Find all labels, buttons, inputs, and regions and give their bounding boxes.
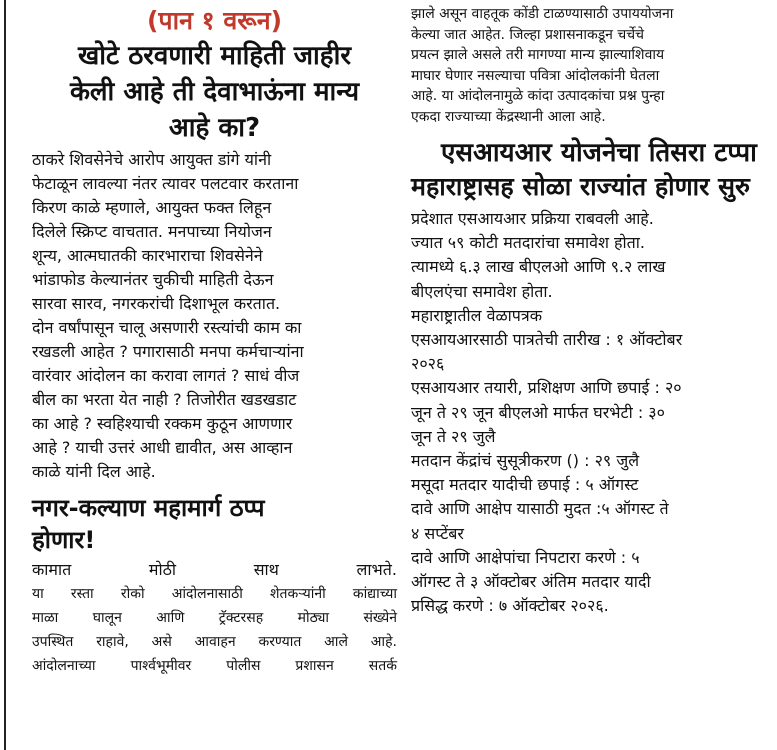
text-line: ज्यात ५९ कोटी मतदारांचा समावेश होता. [411,233,646,253]
text-line: दावे आणि आक्षेपांचा निपटारा करणे : ५ [411,547,640,567]
headline-line: केली आहे ती देवाभाऊंना मान्य [69,77,360,107]
text-line: उपस्थित राहावे, असे आवाहन करण्यात आले आहे. [32,634,397,650]
text-line: दोन वर्षांपासून चालू असणारी रस्त्यांची काम का [32,318,302,337]
continued-article [411,4,777,127]
text-line: आहे ? याची उत्तरं आधी द्यावीत, अस आव्हान [32,438,293,457]
sir-subheadline: महाराष्ट्रासह सोळा राज्यांत होणार सुरु [411,172,750,201]
text-line: ४ सप्टेंबर [411,523,464,543]
text-line: रखडली आहेत ? पगारासाठी मनपा कर्मचाऱ्यांना [32,342,304,361]
headline [32,38,397,146]
text-line: किरण काळे म्हणाले, आयुक्त फक्त लिहून [32,198,272,217]
text-line: ऑगस्ट ते ३ ऑक्टोबर अंतिम मतदार यादी [411,572,651,592]
text-line: माळा घालून आणि ट्रॅक्टरसह मोठ्या संख्येने [32,610,397,626]
text-line: काळे यांनी दिल आहे. [32,462,156,481]
text-line: केल्या जात आहेत. जिल्हा प्रशासनाकडून चर्चेचे [411,26,645,43]
text-line: माघार घेणार नसल्याचा पवित्रा आंदोलकांनी घेतला [411,67,660,84]
text-line: प्रयत्न झाले असले तरी मागण्या मान्य झाल्याशिवाय [411,47,665,63]
text-line: दावे आणि आक्षेप यासाठी मुदत :५ ऑगस्ट ते [411,499,669,519]
continuation-kicker: (पान १ वरून) [146,6,282,35]
text-line: का आहे ? स्वहिश्याची रक्कम कुठून आणणार [32,414,293,433]
left-column [32,4,397,678]
text-line: भांडाफोड केल्यानंतर चुकीची माहिती देऊन [32,270,274,289]
text-line: २०२६ [411,354,445,374]
text-line: जून ते २९ जुलै [411,426,496,446]
text-line: या रस्ता रोको आंदोलनासाठी शेतकऱ्यांनी कांद्याच्या [32,586,397,602]
text-line: महाराष्ट्रातील वेळापत्रक [411,305,542,325]
text-line: मसूदा मतदार यादीची छपाई : ५ ऑगस्ट [411,475,639,495]
subheadline-line: नगर-कल्याण महामार्ग ठप्प [32,494,265,522]
text-line: एसआयआरसाठी पात्रतेची तारीख : १ ऑक्टोबर [411,330,683,350]
text-line: प्रसिद्ध करणे : ७ ऑक्टोबर २०२६. [411,596,609,616]
text-line: एकदा राज्याच्या केंद्रस्थानी आला आहे. [411,108,606,125]
text-line: ठाकरे शिवसेनेचे आरोप आयुक्त डांगे यांनी [32,150,272,169]
headline-line: खोटे ठरवणारी माहिती जाहीर [78,41,351,71]
text-line: दिलेले स्क्रिप्ट वाचतात. मनपाच्या नियोजन [32,222,272,241]
headline-line: आहे का? [168,113,261,143]
text-line: फेटाळून लावल्या नंतर त्यावर पलटवार करताना [32,174,299,193]
article-body [32,148,397,484]
text-line: आहे. या आंदोलनामुळे कांदा उत्पादकांचा प्रश्न पुन्हा [411,88,665,104]
text-line: बील का भरता येत नाही ? तिजोरीत खडखडाट [32,390,297,409]
subheadline-line: होणार! [32,526,96,554]
article-body-2 [32,558,397,678]
text-line: एसआयआर तयारी, प्रशिक्षण आणि छपाई : २० [411,378,682,398]
right-column [411,4,777,618]
text-line: मतदान केंद्रांचं सुसूत्रीकरण () : २९ जुलै [411,451,640,471]
text-line: वारंवार आंदोलन का करावा लागतं ? साधं वीज [32,366,300,385]
text-line: झाले असून वाहतूक कोंडी टाळण्यासाठी उपाययोजना [411,6,674,22]
text-line: कामात मोठी साथ लाभते. [32,560,397,579]
text-line: सारवा सारव, नगरकरांची दिशाभूल करतात. [32,294,281,313]
column-divider [4,0,6,750]
text-line: प्रदेशात एसआयआर प्रक्रिया राबवली आहे. [411,209,654,228]
text-line: आंदोलनाच्या पार्श्वभूमीवर पोलीस प्रशासन सतर्क [32,658,397,674]
text-line: शून्य, आत्मघातकी कारभाराचा शिवसेनेने [32,246,263,265]
subheadline [32,492,397,556]
text-line: जून ते २९ जून बीएलओ मार्फत घरभेटी : ३० [411,402,665,422]
text-line: त्यामध्ये ६.३ लाख बीएलओ आणि ९.२ लाख [411,257,666,277]
sir-schedule [411,207,777,618]
text-line: बीएलएंचा समावेश होता. [411,281,553,301]
sir-headline: एसआयआर योजनेचा तिसरा टप्पा [441,138,757,168]
